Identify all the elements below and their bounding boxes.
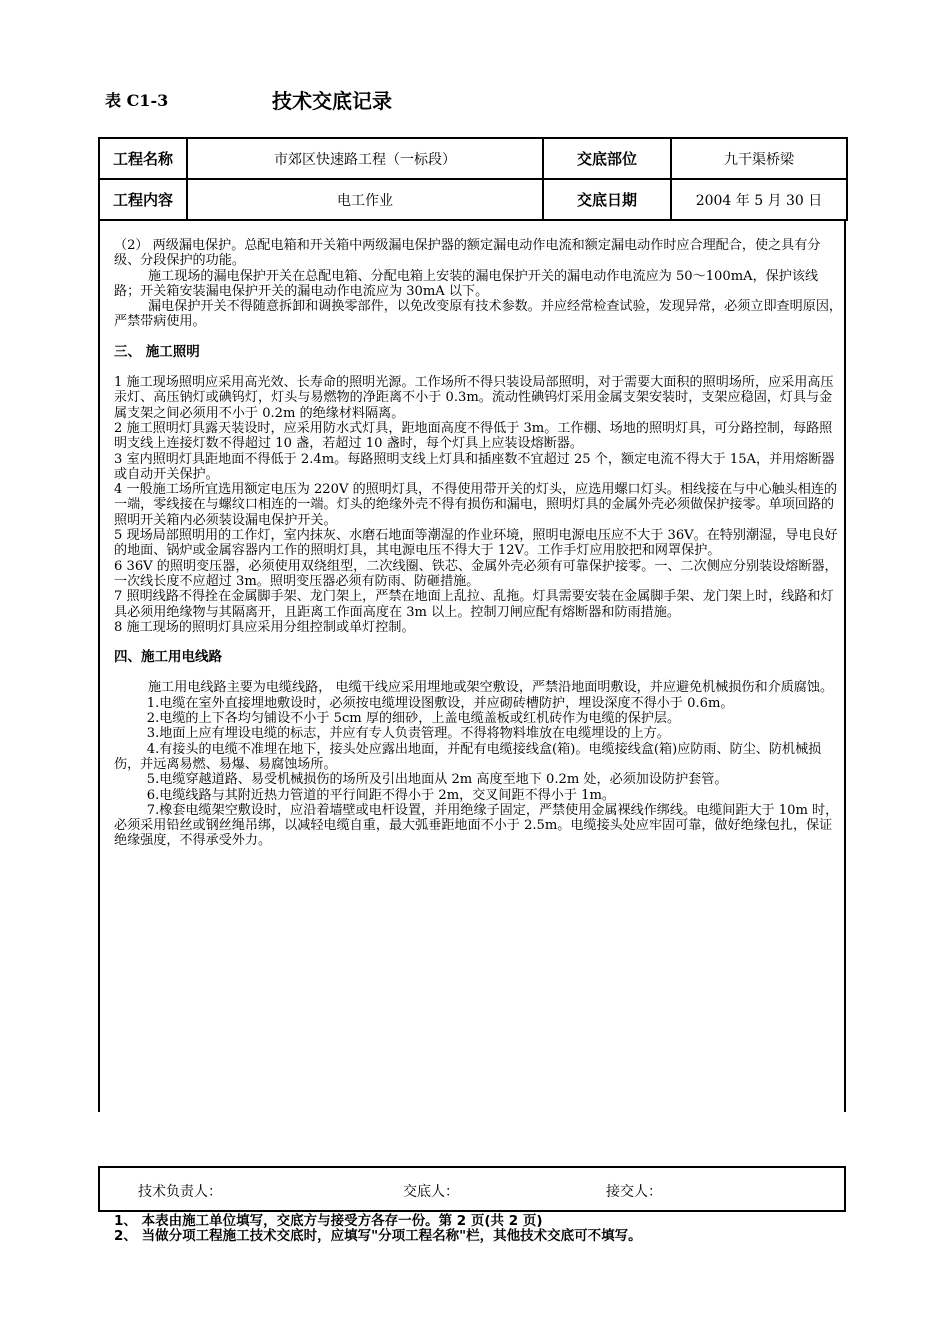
page-title: 技术交底记录 — [272, 89, 392, 113]
footnote: 2、 当做分项工程施工技术交底时，应填写"分项工程名称"栏，其他技术交底可不填写。 — [114, 1228, 642, 1244]
form-code: 表 C1-3 — [105, 91, 169, 110]
table-row — [99, 138, 847, 179]
list-item: 1 施工现场照明应采用高光效、长寿命的照明光源。工作场所不得只装设局部照明，对于需要大面积的照明场所，应采用高压汞灯、高压钠灯或碘钨灯，灯头与易燃物的净距离不小于 0.3m。流动性碘钨灯采用金属支架安装时，支架应稳固，灯具与金属支架之间必须用不小于 0.2m 的绝缘材料隔离。 — [114, 375, 834, 421]
date-label: 交底日期 — [543, 179, 671, 220]
date-value: 2004 年 5 月 30 日 — [671, 179, 847, 220]
tech-lead-signature: 技术负责人： — [138, 1184, 222, 1200]
info-table — [98, 137, 848, 221]
list-item: 5 现场局部照明用的工作灯，室内抹灰、水磨石地面等潮湿的作业环境，照明电源电压应不大于 36V。在特别潮湿，导电良好的地面、锅炉或金属容器内工作的照明灯具，其电源电压不得大于 12V。工作手灯应用胶把和网罩保护。 — [114, 528, 838, 559]
disclosure-content — [114, 238, 842, 849]
list-item: 1.电缆在室外直接埋地敷设时，必须按电缆埋设图敷设，并应砌砖槽防护，埋设深度不得小于 0.6m。 — [146, 695, 734, 711]
list-item: 4 一般施工场所宜选用额定电压为 220V 的照明灯具，不得使用带开关的灯头，应选用螺口灯头。相线接在与中心触头相连的一端，零线接在与螺纹口相连的一端。灯头的绝缘外壳不得有损伤和漏电，照明灯具的金属外壳必须做保护接零。单项回路的照明开关箱内必须装设漏电保护开关。 — [114, 482, 838, 528]
list-item: 8 施工现场的照明灯具应采用分组控制或单灯控制。 — [114, 619, 415, 635]
list-item: 3.地面上应有埋设电缆的标志，并应有专人负责管理。不得将物料堆放在电缆埋设的上方。 — [146, 726, 670, 742]
paragraph: 施工现场的漏电保护开关在总配电箱、分配电箱上安装的漏电保护开关的漏电动作电流应为 50～100mA，保护该线路；开关箱安装漏电保护开关的漏电动作电流应为 30mA 以下。 — [114, 268, 819, 299]
paragraph: （2） 两级漏电保护。总配电箱和开关箱中两级漏电保护器的额定漏电动作电流和额定漏电动作时应合理配合，使之具有分级、分段保护的功能。 — [114, 238, 821, 269]
table-row — [99, 179, 847, 220]
receiver-signature: 接交人： — [606, 1184, 662, 1200]
footnotes — [114, 1214, 642, 1244]
project-name-label: 工程名称 — [99, 138, 187, 179]
location-value: 九干渠桥梁 — [671, 138, 847, 179]
list-item: 2.电缆的上下各均匀铺设不小于 5cm 厚的细砂，上盖电缆盖板或红机砖作为电缆的保护层。 — [146, 711, 681, 727]
list-item: 6 36V 的照明变压器，必须使用双绕组型，二次线圈、铁芯、金属外壳必须有可靠保护接零。一、二次侧应分别装设熔断器，一次线长度不应超过 3m。照明变压器必须有防雨、防砸措施。 — [114, 558, 838, 589]
list-item: 7 照明线路不得拴在金属脚手架、龙门架上，严禁在地面上乱拉、乱拖。灯具需要安装在金属脚手架、龙门架上时，线路和灯具必须用绝缘物与其隔离开，且距离工作面高度在 3m 以上。控制刀闸应配有熔断器和防雨措施。 — [114, 589, 834, 620]
project-name-value: 市郊区快速路工程（一标段） — [187, 138, 543, 179]
section-heading: 三、 施工照明 — [114, 343, 200, 360]
discloser-signature: 交底人： — [403, 1184, 459, 1200]
footnote: 1、 本表由施工单位填写，交底方与接受方各存一份。第 2 页(共 2 页) — [114, 1213, 543, 1229]
list-item: 6.电缆线路与其附近热力管道的平行间距不得小于 2m，交叉间距不得小于 1m。 — [146, 787, 615, 803]
section-heading: 四、施工用电线路 — [114, 649, 222, 666]
content-value: 电工作业 — [187, 179, 543, 220]
location-label: 交底部位 — [543, 138, 671, 179]
list-item: 4.有接头的电缆不准埋在地下，接头处应露出地面，并配有电缆接线盒(箱)。电缆接线盒(箱)应防雨、防尘、防机械损伤，并远离易燃、易爆、易腐蚀场所。 — [114, 741, 822, 772]
paragraph: 施工用电线路主要为电缆线路， 电缆干线应采用埋地或架空敷设，严禁沿地面明敷设，并应避免机械损伤和介质腐蚀。 — [148, 680, 834, 696]
content-label: 工程内容 — [99, 179, 187, 220]
signature-row — [98, 1166, 846, 1212]
paragraph: 漏电保护开关不得随意拆卸和调换零部件，以免改变原有技术参数。并应经常检查试验，发现异常，必须立即查明原因，严禁带病使用。 — [114, 299, 843, 330]
list-item: 2 施工照明灯具露天装设时，应采用防水式灯具，距地面高度不得低于 3m。工作棚、场地的照明灯具，可分路控制，每路照明支线上连接灯数不得超过 10 盏，若超过 10 盏时，每个灯具上应装设熔断器。 — [114, 420, 833, 452]
list-item: 7.橡套电缆架空敷设时，应沿着墙壁或电杆设置，并用绝缘子固定，严禁使用金属裸线作绑线。电缆间距大于 10m 时，必须采用铅丝或钢丝绳吊绑，以减轻电缆自重，最大弧垂距地面不小于 2.5m。电缆接头处应牢固可靠，做好绝缘包扎，保证绝缘强度，不得承受外力。 — [114, 802, 839, 849]
list-item: 3 室内照明灯具距地面不得低于 2.4m。每路照明支线上灯具和插座数不宜超过 25 个，额定电流不得大于 15A，并用熔断器或自动开关保护。 — [114, 451, 835, 482]
list-item: 5.电缆穿越道路、易受机械损伤的场所及引出地面从 2m 高度至地下 0.2m 处，必须加设防护套管。 — [146, 772, 728, 788]
